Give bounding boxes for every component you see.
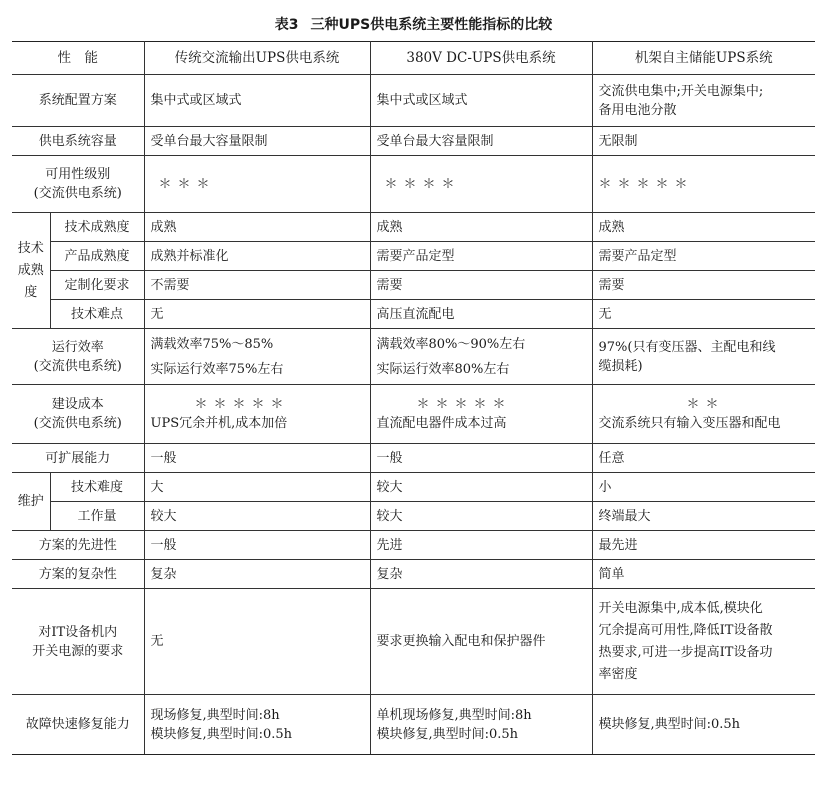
row-label: 工作量 xyxy=(50,502,144,531)
row-label xyxy=(12,156,144,213)
cell-line: 满载效率75%～85% xyxy=(150,336,274,352)
table-caption xyxy=(0,14,827,34)
cell-line: 实际运行效率80%左右 xyxy=(376,361,510,377)
row-label: 技术难度 xyxy=(50,473,144,502)
cell-line: 热要求,可进一步提高IT设备功 xyxy=(598,644,773,660)
cell-line: 模块修复,典型时间:0.5h xyxy=(150,726,293,742)
cell: 无限制 xyxy=(592,127,815,156)
cell xyxy=(592,385,815,444)
cell xyxy=(144,695,370,755)
row-label xyxy=(12,329,144,385)
row-label: 系统配置方案 xyxy=(12,75,144,127)
table-row xyxy=(12,213,815,242)
cell: 最先进 xyxy=(592,531,815,560)
row-label-line: 运行效率 xyxy=(51,339,104,355)
cell: 模块修复,典型时间:0.5h xyxy=(592,695,815,755)
row-label: 定制化要求 xyxy=(50,271,144,300)
group-label-maintenance: 维护 xyxy=(12,473,50,531)
cell: 成熟并标准化 xyxy=(144,242,370,271)
cell: 复杂 xyxy=(370,560,592,589)
cell-line: 交流系统只有输入变压器和配电 xyxy=(598,416,781,431)
cell-line: 模块修复,典型时间:0.5h xyxy=(376,726,519,742)
cell: 一般 xyxy=(144,444,370,473)
rating-stars: ＊＊ xyxy=(686,397,725,412)
cell-line: 交流供电集中;开关电源集中; xyxy=(598,83,764,99)
row-label: 方案的复杂性 xyxy=(12,560,144,589)
cell-line: 现场修复,典型时间:8h xyxy=(150,707,280,723)
table-row xyxy=(12,242,815,271)
row-label: 产品成熟度 xyxy=(50,242,144,271)
cell: 大 xyxy=(144,473,370,502)
cell: 成熟 xyxy=(370,213,592,242)
cell: 小 xyxy=(592,473,815,502)
row-label xyxy=(12,589,144,695)
cell: 较大 xyxy=(370,473,592,502)
row-label-line: (交流供电系统) xyxy=(33,416,122,431)
row-label-line: 开关电源的要求 xyxy=(32,643,124,659)
cell: 一般 xyxy=(144,531,370,560)
cell: 需要产品定型 xyxy=(592,242,815,271)
table-row xyxy=(12,531,815,560)
cell xyxy=(592,329,815,385)
cell-line: 97%(只有变压器、主配电和线 xyxy=(598,339,776,355)
rating-stars: ＊＊＊＊ xyxy=(370,156,592,213)
table-row xyxy=(12,75,815,127)
cell xyxy=(144,385,370,444)
rating-stars: ＊＊＊ xyxy=(144,156,370,213)
table-title: 三种UPS供电系统主要性能指标的比较 xyxy=(310,17,553,33)
header-traditional-ups: 传统交流输出UPS供电系统 xyxy=(144,42,370,75)
cell-line: 满载效率80%～90%左右 xyxy=(376,336,526,352)
cell: 需要 xyxy=(592,271,815,300)
table-row xyxy=(12,473,815,502)
cell: 先进 xyxy=(370,531,592,560)
cell-line: 开关电源集中,成本低,模块化 xyxy=(598,600,763,616)
row-label-line: (交流供电系统) xyxy=(33,186,122,201)
group-label-tech-maturity: 技术成熟度 xyxy=(12,213,50,329)
header-row xyxy=(12,42,815,75)
cell-line: 缆损耗) xyxy=(598,358,643,374)
cell xyxy=(144,329,370,385)
table-row xyxy=(12,156,815,213)
rating-stars: ＊＊＊＊＊ xyxy=(194,397,290,412)
table-row xyxy=(12,329,815,385)
row-label: 故障快速修复能力 xyxy=(12,695,144,755)
cell: 成熟 xyxy=(144,213,370,242)
cell: 不需要 xyxy=(144,271,370,300)
table-row xyxy=(12,385,815,444)
row-label: 可扩展能力 xyxy=(12,444,144,473)
table-row xyxy=(12,695,815,755)
row-label xyxy=(12,385,144,444)
cell: 无 xyxy=(592,300,815,329)
cell-line: UPS冗余并机,成本加倍 xyxy=(150,416,288,431)
cell: 一般 xyxy=(370,444,592,473)
row-label: 方案的先进性 xyxy=(12,531,144,560)
row-label-line: (交流供电系统) xyxy=(33,358,122,374)
cell: 要求更换输入配电和保护器件 xyxy=(370,589,592,695)
table-row xyxy=(12,444,815,473)
row-label-line: 建设成本 xyxy=(51,397,104,412)
row-label-line: 对IT设备机内 xyxy=(38,624,118,640)
cell-line: 直流配电器件成本过高 xyxy=(376,416,507,431)
cell xyxy=(370,329,592,385)
cell: 受单台最大容量限制 xyxy=(370,127,592,156)
cell: 无 xyxy=(144,300,370,329)
header-rack-ups: 机架自主储能UPS系统 xyxy=(592,42,815,75)
row-label: 供电系统容量 xyxy=(12,127,144,156)
table-row xyxy=(12,300,815,329)
row-label: 技术难点 xyxy=(50,300,144,329)
cell-line: 单机现场修复,典型时间:8h xyxy=(376,707,532,723)
table-number: 表3 xyxy=(274,17,299,33)
cell: 复杂 xyxy=(144,560,370,589)
table-row xyxy=(12,271,815,300)
table-row xyxy=(12,127,815,156)
cell-line: 实际运行效率75%左右 xyxy=(150,361,284,377)
cell: 终端最大 xyxy=(592,502,815,531)
cell xyxy=(370,695,592,755)
cell: 高压直流配电 xyxy=(370,300,592,329)
table-row xyxy=(12,589,815,695)
rating-stars: ＊＊＊＊＊ xyxy=(416,397,512,412)
cell xyxy=(370,385,592,444)
cell xyxy=(592,589,815,695)
row-label: 技术成熟度 xyxy=(50,213,144,242)
cell: 较大 xyxy=(144,502,370,531)
cell xyxy=(592,75,815,127)
cell: 较大 xyxy=(370,502,592,531)
cell-line: 率密度 xyxy=(598,666,638,682)
cell: 需要 xyxy=(370,271,592,300)
rating-stars: ＊＊＊＊＊ xyxy=(592,156,815,213)
cell-line: 冗余提高可用性,降低IT设备散 xyxy=(598,622,773,638)
cell: 无 xyxy=(144,589,370,695)
row-label-line: 可用性级别 xyxy=(45,167,111,182)
cell: 成熟 xyxy=(592,213,815,242)
cell: 集中式或区域式 xyxy=(370,75,592,127)
header-performance: 性 能 xyxy=(12,42,144,75)
cell-line: 备用电池分散 xyxy=(598,102,677,118)
cell: 受单台最大容量限制 xyxy=(144,127,370,156)
comparison-table xyxy=(12,41,815,755)
table-row xyxy=(12,502,815,531)
table-row xyxy=(12,560,815,589)
cell: 简单 xyxy=(592,560,815,589)
cell: 需要产品定型 xyxy=(370,242,592,271)
cell: 任意 xyxy=(592,444,815,473)
header-dc-ups: 380V DC-UPS供电系统 xyxy=(370,42,592,75)
cell: 集中式或区域式 xyxy=(144,75,370,127)
